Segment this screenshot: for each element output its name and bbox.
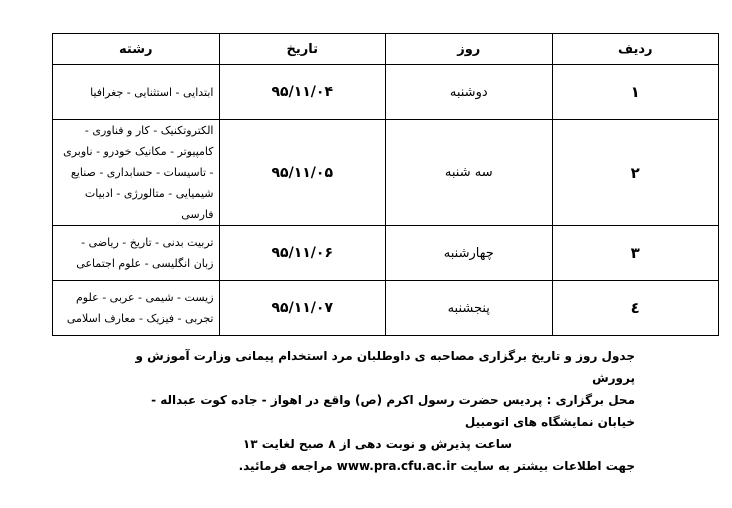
header-field: رشته (53, 34, 220, 65)
notes-block (120, 345, 635, 477)
row-day: سه شنبه (386, 120, 553, 226)
row-date: ۹۵/۱۱/۰۷ (219, 281, 386, 336)
header-date: تاریخ (219, 34, 386, 65)
note-website-prefix: جهت اطلاعات بیشتر به سایت (460, 459, 635, 473)
row-number: ۲ (552, 120, 719, 226)
row-field: تربیت بدنی - تاریخ - ریاضی - زبان انگلیسی - علوم اجتماعی (53, 226, 220, 281)
row-field: ابتدایی - استثنایی - جغرافیا (53, 65, 220, 120)
table-header-row (53, 34, 719, 65)
interview-schedule-table (52, 33, 719, 336)
row-date: ۹۵/۱۱/۰۴ (219, 65, 386, 120)
row-date: ۹۵/۱۱/۰۶ (219, 226, 386, 281)
note-location: محل برگزاری : پردیس حضرت رسول اکرم (ص) واقع در اهواز - جاده کوت عبداله - خیابان نمایشگاه های اتومبیل (151, 393, 635, 429)
row-number: ۳ (552, 226, 719, 281)
row-number: ۱ (552, 65, 719, 120)
note-website-suffix: مراجعه فرمائید. (238, 459, 333, 473)
note-website (120, 455, 635, 477)
row-field: الکتروتکنیک - کار و فناوری - کامپیوتر - مکانیک خودرو - ناوبری - تاسیسات - حسابداری - صنایع شیمیایی - متالورژی - ادبیات فارسی (53, 120, 220, 226)
row-day: دوشنبه (386, 65, 553, 120)
table-row (53, 120, 719, 226)
row-day: چهارشنبه (386, 226, 553, 281)
website-link[interactable]: www.pra.cfu.ac.ir (336, 459, 457, 473)
note-hours: ساعت پذیرش و نوبت دهی از ۸ صبح لغایت ۱۳ (242, 437, 513, 451)
note-title: جدول روز و تاریخ برگزاری مصاحبه ی داوطلبان مرد استخدام پیمانی وزارت آموزش و پرورش (135, 349, 635, 385)
header-day: روز (386, 34, 553, 65)
table-row (53, 281, 719, 336)
table-row (53, 226, 719, 281)
header-row-number: ردیف (552, 34, 719, 65)
row-day: پنجشنبه (386, 281, 553, 336)
row-field: زیست - شیمی - عربی - علوم تجربی - فیزیک - معارف اسلامی (53, 281, 220, 336)
row-number: ٤ (552, 281, 719, 336)
table-row (53, 65, 719, 120)
row-date: ۹۵/۱۱/۰۵ (219, 120, 386, 226)
